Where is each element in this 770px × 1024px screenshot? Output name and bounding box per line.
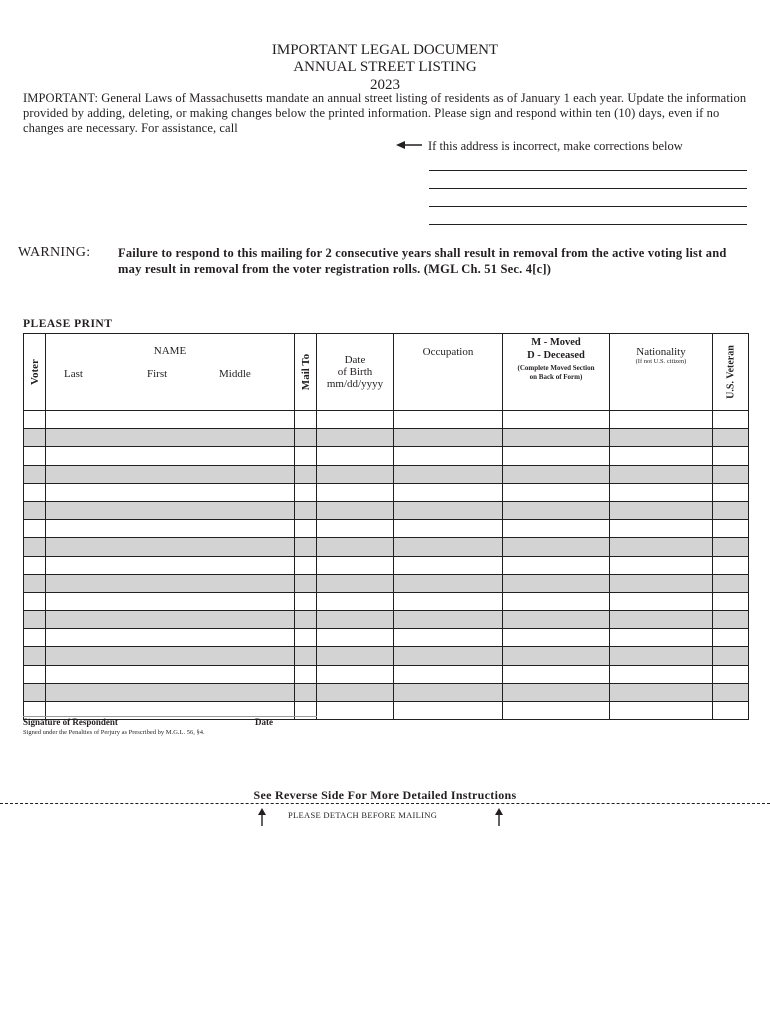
table-cell[interactable] — [503, 538, 610, 556]
table-cell[interactable] — [295, 629, 317, 647]
col-moved-deceased: M - Moved D - Deceased (Complete Moved Section on Back of Form) — [503, 334, 610, 411]
table-cell[interactable] — [317, 611, 394, 629]
table-cell[interactable] — [394, 629, 503, 647]
doc-year: 2023 — [370, 77, 400, 93]
table-cell[interactable] — [610, 520, 713, 538]
table-cell[interactable] — [24, 611, 46, 629]
table-cell[interactable] — [503, 556, 610, 574]
table-cell[interactable] — [46, 629, 295, 647]
table-cell[interactable] — [394, 574, 503, 592]
table-cell[interactable] — [394, 665, 503, 683]
arrow-up-icon — [257, 808, 267, 831]
table-cell[interactable] — [317, 538, 394, 556]
table-cell[interactable] — [46, 447, 295, 465]
warning-label: WARNING: — [18, 245, 91, 260]
correction-line-4[interactable] — [429, 224, 747, 225]
table-cell[interactable] — [295, 465, 317, 483]
name-first: First — [147, 368, 168, 380]
doc-subtitle: ANNUAL STREET LISTING — [293, 59, 477, 75]
signature-date-label: Date — [255, 717, 273, 727]
table-cell[interactable] — [610, 556, 713, 574]
table-cell[interactable] — [46, 592, 295, 610]
table-cell[interactable] — [503, 447, 610, 465]
table-cell[interactable] — [503, 683, 610, 701]
table-cell[interactable] — [24, 629, 46, 647]
table-cell[interactable] — [46, 574, 295, 592]
table-cell[interactable] — [295, 538, 317, 556]
table-cell[interactable] — [295, 520, 317, 538]
doc-title: IMPORTANT LEGAL DOCUMENT — [271, 42, 499, 58]
table-row — [24, 501, 749, 519]
table-cell[interactable] — [394, 411, 503, 429]
table-cell[interactable] — [24, 592, 46, 610]
arrow-left-icon — [396, 139, 422, 154]
table-cell[interactable] — [295, 574, 317, 592]
table-cell[interactable] — [317, 411, 394, 429]
table-cell[interactable] — [713, 538, 749, 556]
table-cell[interactable] — [610, 647, 713, 665]
table-cell[interactable] — [24, 683, 46, 701]
table-cell[interactable] — [503, 520, 610, 538]
table-row — [24, 538, 749, 556]
correction-line-1[interactable] — [429, 170, 747, 171]
table-cell[interactable] — [46, 520, 295, 538]
table-cell[interactable] — [295, 447, 317, 465]
table-cell[interactable] — [503, 647, 610, 665]
table-cell[interactable] — [394, 702, 503, 720]
table-cell[interactable] — [295, 683, 317, 701]
table-cell[interactable] — [317, 702, 394, 720]
table-cell[interactable] — [295, 411, 317, 429]
table-cell[interactable] — [24, 429, 46, 447]
table-cell[interactable] — [610, 592, 713, 610]
table-cell[interactable] — [317, 683, 394, 701]
table-cell[interactable] — [295, 501, 317, 519]
table-cell[interactable] — [46, 538, 295, 556]
correction-line-2[interactable] — [429, 188, 747, 189]
table-cell[interactable] — [503, 465, 610, 483]
table-cell[interactable] — [46, 683, 295, 701]
table-cell[interactable] — [295, 483, 317, 501]
table-cell[interactable] — [713, 411, 749, 429]
table-cell[interactable] — [713, 629, 749, 647]
table-cell[interactable] — [394, 611, 503, 629]
table-cell[interactable] — [503, 574, 610, 592]
table-cell[interactable] — [317, 629, 394, 647]
table-cell[interactable] — [317, 592, 394, 610]
table-cell[interactable] — [317, 665, 394, 683]
table-cell[interactable] — [503, 429, 610, 447]
table-cell[interactable] — [713, 520, 749, 538]
table-cell[interactable] — [24, 483, 46, 501]
name-header: NAME — [153, 345, 187, 357]
table-row — [24, 611, 749, 629]
signature-label: Signature of Respondent — [23, 717, 118, 727]
table-cell[interactable] — [503, 702, 610, 720]
detach-note: PLEASE DETACH BEFORE MAILING — [288, 810, 438, 820]
table-cell[interactable] — [610, 702, 713, 720]
col-mail-to: Mail To — [295, 334, 317, 411]
please-print-label: PLEASE PRINT — [23, 318, 113, 330]
table-row — [24, 520, 749, 538]
table-row — [24, 592, 749, 610]
table-row — [24, 683, 749, 701]
table-cell[interactable] — [610, 629, 713, 647]
table-cell[interactable] — [46, 411, 295, 429]
table-cell[interactable] — [610, 447, 713, 465]
arrow-up-icon — [494, 808, 504, 831]
table-cell[interactable] — [295, 647, 317, 665]
table-cell[interactable] — [394, 647, 503, 665]
table-cell[interactable] — [713, 483, 749, 501]
table-cell[interactable] — [713, 447, 749, 465]
table-cell[interactable] — [610, 465, 713, 483]
warning-text: Failure to respond to this mailing for 2 consecutive years shall result in removal from the active voting list and may result in removal from the voter registration rolls. (MGL Ch. 51 Sec. 4[c]) — [118, 246, 727, 276]
table-row — [24, 629, 749, 647]
table-cell[interactable] — [394, 683, 503, 701]
table-cell[interactable] — [24, 556, 46, 574]
table-cell[interactable] — [24, 647, 46, 665]
table-cell[interactable] — [610, 501, 713, 519]
table-cell[interactable] — [713, 592, 749, 610]
table-row — [24, 647, 749, 665]
table-cell[interactable] — [24, 501, 46, 519]
table-cell[interactable] — [610, 411, 713, 429]
table-cell[interactable] — [24, 465, 46, 483]
table-row — [24, 429, 749, 447]
table-cell[interactable] — [503, 411, 610, 429]
resident-listing-table — [23, 333, 749, 720]
table-cell[interactable] — [503, 592, 610, 610]
table-cell[interactable] — [295, 556, 317, 574]
table-cell[interactable] — [317, 647, 394, 665]
table-cell[interactable] — [610, 574, 713, 592]
table-cell[interactable] — [46, 647, 295, 665]
table-cell[interactable] — [713, 501, 749, 519]
table-cell[interactable] — [610, 665, 713, 683]
table-cell[interactable] — [713, 465, 749, 483]
detach-line — [0, 803, 770, 804]
table-cell[interactable] — [24, 665, 46, 683]
table-cell[interactable] — [394, 501, 503, 519]
table-cell[interactable] — [317, 574, 394, 592]
table-cell[interactable] — [713, 647, 749, 665]
table-cell[interactable] — [46, 429, 295, 447]
table-cell[interactable] — [317, 556, 394, 574]
table-cell[interactable] — [503, 483, 610, 501]
table-cell[interactable] — [394, 483, 503, 501]
table-row — [24, 447, 749, 465]
table-row — [24, 574, 749, 592]
table-cell[interactable] — [503, 611, 610, 629]
table-cell[interactable] — [317, 501, 394, 519]
col-date-of-birth: Date of Birth mm/dd/yyyy — [317, 334, 394, 411]
table-cell[interactable] — [610, 538, 713, 556]
table-cell[interactable] — [713, 702, 749, 720]
table-cell[interactable] — [24, 411, 46, 429]
table-cell[interactable] — [295, 429, 317, 447]
table-cell[interactable] — [503, 629, 610, 647]
table-cell[interactable] — [46, 483, 295, 501]
table-cell[interactable] — [610, 429, 713, 447]
table-cell[interactable] — [394, 520, 503, 538]
table-cell[interactable] — [317, 465, 394, 483]
table-row — [24, 665, 749, 683]
table-cell[interactable] — [394, 429, 503, 447]
table-cell[interactable] — [317, 483, 394, 501]
col-nationality: Nationality (If not U.S. citizen) — [610, 334, 713, 411]
table-cell[interactable] — [713, 683, 749, 701]
table-cell[interactable] — [394, 592, 503, 610]
table-cell[interactable] — [46, 501, 295, 519]
table-cell[interactable] — [713, 556, 749, 574]
see-reverse-note: See Reverse Side For More Detailed Instructions — [253, 788, 517, 802]
address-correction-note — [396, 139, 748, 154]
table-cell[interactable] — [24, 574, 46, 592]
table-row — [24, 483, 749, 501]
table-cell[interactable] — [394, 465, 503, 483]
col-name — [46, 334, 295, 411]
perjury-note: Signed under the Penalties of Perjury as Prescribed by M.G.L. 56, §4. — [23, 729, 205, 736]
table-cell[interactable] — [610, 611, 713, 629]
intro-paragraph: IMPORTANT: General Laws of Massachusetts mandate an annual street listing of residents as of January 1 each year. Update the information provided by adding, deleting, or making changes below the printed information. Please sign and respond within ten (10) days, even if no changes are necessary. For assistance, call — [23, 91, 747, 135]
table-cell[interactable] — [394, 447, 503, 465]
table-cell[interactable] — [394, 538, 503, 556]
col-voter: Voter — [24, 334, 46, 411]
col-occupation: Occupation — [394, 334, 503, 411]
name-middle: Middle — [219, 368, 251, 380]
correction-line-3[interactable] — [429, 206, 747, 207]
table-cell[interactable] — [24, 520, 46, 538]
col-us-veteran: U.S. Veteran — [713, 334, 749, 411]
table-cell[interactable] — [46, 465, 295, 483]
table-cell[interactable] — [46, 611, 295, 629]
table-cell[interactable] — [713, 611, 749, 629]
address-correction-text: If this address is incorrect, make corrections below — [428, 139, 683, 153]
table-cell[interactable] — [317, 447, 394, 465]
table-cell[interactable] — [610, 683, 713, 701]
table-cell[interactable] — [295, 592, 317, 610]
table-cell[interactable] — [503, 665, 610, 683]
table-row — [24, 411, 749, 429]
table-cell[interactable] — [503, 501, 610, 519]
table-row — [24, 465, 749, 483]
table-cell[interactable] — [713, 665, 749, 683]
table-cell[interactable] — [610, 483, 713, 501]
table-cell[interactable] — [46, 665, 295, 683]
table-cell[interactable] — [24, 447, 46, 465]
table-cell[interactable] — [46, 556, 295, 574]
table-cell[interactable] — [394, 556, 503, 574]
table-row — [24, 556, 749, 574]
table-cell[interactable] — [295, 611, 317, 629]
table-cell[interactable] — [295, 665, 317, 683]
table-cell[interactable] — [713, 574, 749, 592]
name-last: Last — [64, 368, 83, 380]
table-cell[interactable] — [317, 429, 394, 447]
table-cell[interactable] — [24, 538, 46, 556]
table-cell[interactable] — [317, 520, 394, 538]
table-cell[interactable] — [713, 429, 749, 447]
